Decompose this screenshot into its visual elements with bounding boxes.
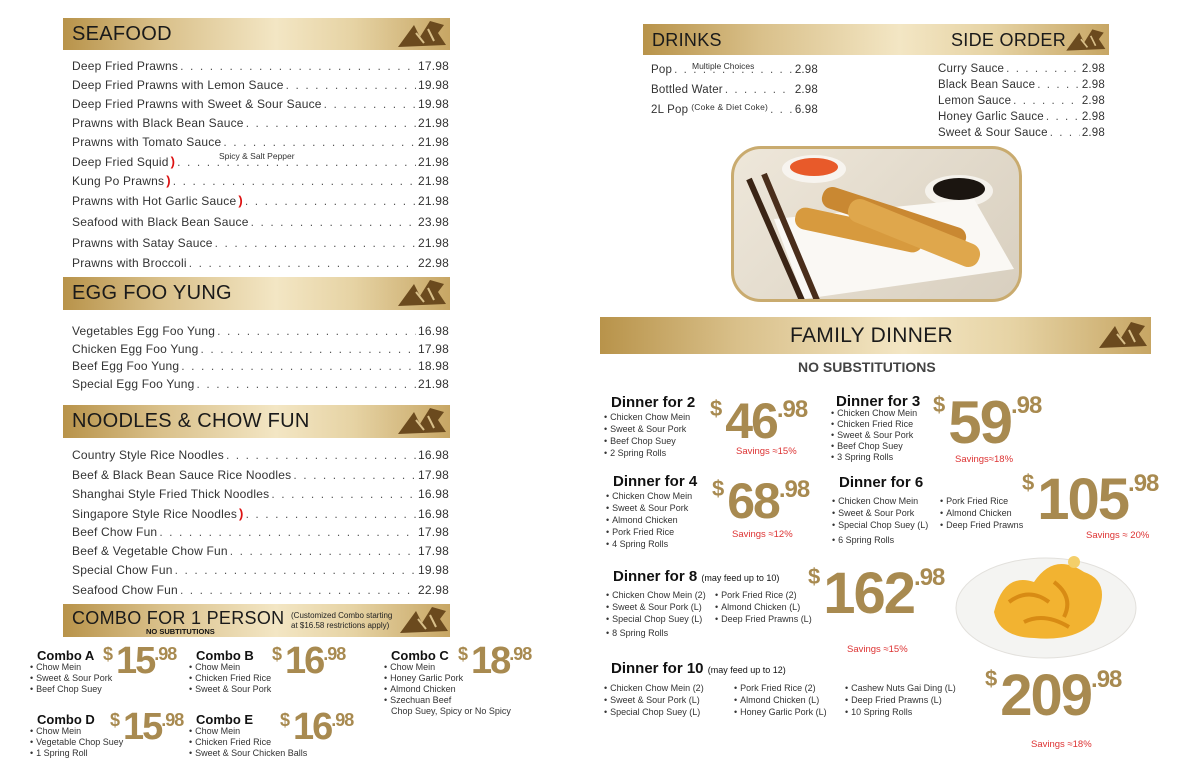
- savings-label: Savings ≈ 20%: [1086, 530, 1150, 541]
- combo-name: Combo D: [37, 712, 95, 727]
- item-price: 16.98: [417, 507, 449, 521]
- list-item: • Sweet & Sour Pork: [604, 423, 690, 435]
- dinner-items-col1: [832, 495, 928, 546]
- item-price: 2.98: [1081, 79, 1105, 91]
- list-item: • Special Chop Suey (L): [832, 519, 928, 531]
- list-item: • Chicken Chow Mein (2): [604, 682, 704, 694]
- item-name: Curry Sauce: [938, 63, 1005, 75]
- item-name: Prawns with Black Bean Sauce: [72, 116, 244, 130]
- dinner-price: [933, 388, 1041, 457]
- combo-note-1: (Customized Combo starting: [291, 611, 393, 620]
- dinner-title-note: (may feed up to 10): [701, 573, 780, 583]
- combo-extra: Chop Suey, Spicy or No Spicy: [391, 706, 511, 716]
- dinner-items-col3: [845, 682, 956, 718]
- item-price: 16.98: [417, 487, 449, 501]
- menu-item: [72, 59, 449, 73]
- price-cents: .98: [509, 644, 532, 664]
- menu-item: [938, 95, 1105, 107]
- menu-item: [72, 468, 449, 482]
- combo-items: [30, 662, 112, 695]
- menu-item: [72, 116, 449, 130]
- item-name: Prawns with Satay Sauce: [72, 236, 213, 250]
- menu-item: [651, 84, 818, 96]
- price-dollars: 46: [725, 393, 777, 449]
- item-name: Deep Fried Prawns with Lemon Sauce: [72, 78, 284, 92]
- dinner-price: [712, 472, 809, 530]
- list-item: • Chicken Fried Rice: [189, 673, 271, 684]
- item-name: Black Bean Sauce: [938, 79, 1036, 91]
- pinwheel-logo-icon: [1095, 318, 1149, 352]
- item-note: (Coke & Diet Coke): [691, 102, 769, 112]
- list-item: • Beef Chop Suey: [30, 684, 112, 695]
- item-price: 2.98: [1081, 63, 1105, 75]
- menu-item: [72, 563, 449, 577]
- dollar-sign: $: [458, 644, 469, 664]
- noodles-header: [63, 405, 450, 438]
- price-cents: .98: [914, 564, 945, 591]
- list-item: • Cashew Nuts Gai Ding (L): [845, 682, 956, 694]
- seafood-header: [63, 18, 450, 50]
- list-item: • Sweet & Sour Pork: [606, 502, 692, 514]
- list-item: • Beef Chop Suey: [831, 441, 917, 452]
- item-price: 22.98: [417, 583, 449, 597]
- list-item: • Almond Chicken: [384, 684, 463, 695]
- spring-rolls-photo: [731, 146, 1022, 302]
- combo-items: [189, 662, 271, 695]
- dinner-items-col2: [715, 589, 812, 625]
- savings-label: Savings ≈15%: [736, 446, 797, 457]
- menu-item: [72, 97, 449, 111]
- dinner-title: Dinner for 3: [836, 393, 921, 410]
- list-item: • Almond Chicken (L): [734, 694, 827, 706]
- item-name: Bottled Water: [651, 84, 723, 96]
- dinner-items: [831, 408, 917, 463]
- list-item: • Chicken Chow Mein: [606, 490, 692, 502]
- spring-rolls-illustration: [734, 149, 1022, 302]
- drinks-title: DRINKS: [652, 30, 722, 50]
- dollar-sign: $: [1022, 470, 1035, 495]
- pinwheel-logo-icon: [394, 19, 448, 49]
- price-dollars: 162: [823, 561, 915, 626]
- combo-header: [63, 604, 450, 637]
- chili-pepper-icon: ): [239, 506, 244, 521]
- item-name: Special Chow Fun: [72, 563, 173, 577]
- list-item: • 10 Spring Rolls: [845, 706, 956, 718]
- item-price: 21.98: [417, 377, 449, 391]
- list-item: • 4 Spring Rolls: [606, 538, 692, 550]
- list-item: • Special Chop Suey (L): [606, 613, 706, 625]
- list-item: • Sweet & Sour Pork: [30, 673, 112, 684]
- combo-price: [458, 640, 531, 683]
- dinner-title: Dinner for 2: [611, 394, 696, 411]
- dinner-price: [985, 662, 1121, 729]
- pinwheel-logo-icon: [394, 278, 448, 308]
- item-name: Prawns with Hot Garlic Sauce: [72, 194, 237, 208]
- dinner-price: [1022, 466, 1158, 533]
- item-price: 17.98: [417, 59, 449, 73]
- dollar-sign: $: [280, 710, 291, 730]
- dinner-items-col1: [604, 682, 704, 718]
- price-dollars: 105: [1037, 467, 1129, 532]
- price-cents: .98: [154, 644, 177, 664]
- price-cents: .98: [1128, 470, 1159, 497]
- dollar-sign: $: [272, 644, 283, 664]
- combo-note-2: at $16.58 restrictions apply): [291, 621, 390, 630]
- noodles-title: NOODLES & CHOW FUN: [72, 410, 310, 432]
- list-item: • Chicken Chow Mein: [832, 495, 928, 507]
- item-price: 2.98: [794, 84, 818, 96]
- combo-name: Combo C: [391, 648, 449, 663]
- menu-item: [72, 506, 449, 521]
- item-name: Deep Fried Prawns: [72, 59, 179, 73]
- list-item: • Sweet & Sour Pork: [831, 430, 917, 441]
- menu-item: [72, 78, 449, 92]
- item-name: Beef & Vegetable Chow Fun: [72, 544, 228, 558]
- list-item: • Sweet & Sour Chicken Balls: [189, 748, 307, 759]
- item-name: Prawns with Broccoli: [72, 256, 187, 270]
- list-item: • Almond Chicken: [606, 514, 692, 526]
- item-name: Beef Egg Foo Yung: [72, 359, 180, 373]
- list-item: • Chow Mein: [30, 726, 123, 737]
- list-item: • Chow Mein: [189, 726, 307, 737]
- item-price: 17.98: [417, 468, 449, 482]
- list-item: • Pork Fried Rice: [940, 495, 1023, 507]
- price-cents: .98: [331, 710, 354, 730]
- list-item: • Chicken Chow Mein: [831, 408, 917, 419]
- menu-item: [938, 79, 1105, 91]
- savings-label: Savings≈18%: [955, 454, 1014, 465]
- combo-name: Combo B: [196, 648, 254, 663]
- savings-label: Savings ≈15%: [847, 644, 908, 655]
- item-name: Beef & Black Bean Sauce Rice Noodles: [72, 468, 292, 482]
- list-item: • Sweet & Sour Pork: [832, 507, 928, 519]
- list-item: • Pork Fried Rice (2): [715, 589, 812, 601]
- dinner-title: Dinner for 6: [839, 474, 924, 491]
- dinner-items: [604, 411, 690, 459]
- menu-item: [72, 173, 449, 188]
- price-cents: .98: [776, 396, 808, 423]
- price-dollars: 18: [471, 640, 510, 682]
- dinner-items-col2: [940, 495, 1023, 531]
- list-item: • 2 Spring Rolls: [604, 447, 690, 459]
- list-item: • Pork Fried Rice (2): [734, 682, 827, 694]
- dollar-sign: $: [712, 476, 725, 501]
- price-dollars: 15: [116, 640, 155, 682]
- chili-pepper-icon: ): [238, 193, 243, 208]
- list-item: • Honey Garlic Pork: [384, 673, 463, 684]
- item-note: Spicy & Salt Pepper: [219, 151, 295, 161]
- price-cents: .98: [161, 710, 184, 730]
- price-dollars: 209: [1000, 663, 1092, 728]
- egg-foo-yung-title: EGG FOO YUNG: [72, 282, 232, 304]
- chili-pepper-icon: ): [166, 173, 171, 188]
- item-price: 23.98: [417, 215, 449, 229]
- item-name: 2L Pop: [651, 104, 689, 116]
- item-price: 16.98: [417, 324, 449, 338]
- menu-item: [72, 342, 449, 356]
- savings-label: Savings ≈18%: [1031, 739, 1092, 750]
- menu-item: [72, 324, 449, 338]
- menu-item: [72, 583, 449, 597]
- seafood-title: SEAFOOD: [72, 23, 172, 45]
- list-item: • Sweet & Sour Pork: [189, 684, 271, 695]
- combo-title: COMBO FOR 1 PERSON: [72, 608, 285, 628]
- list-item: • 3 Spring Rolls: [831, 452, 917, 463]
- item-price: 18.98: [417, 359, 449, 373]
- list-item: • Almond Chicken (L): [715, 601, 812, 613]
- lemon-chicken-photo: [954, 542, 1138, 660]
- menu-item: [72, 256, 449, 270]
- item-name: Kung Po Prawns: [72, 174, 165, 188]
- menu-item: [72, 377, 449, 391]
- item-name: Singapore Style Rice Noodles: [72, 507, 238, 521]
- menu-item: [938, 127, 1105, 139]
- dollar-sign: $: [933, 392, 946, 417]
- item-price: 17.98: [417, 342, 449, 356]
- list-item: • 1 Spring Roll: [30, 748, 123, 759]
- price-dollars: 68: [727, 473, 779, 529]
- list-item: • Szechuan Beef: [384, 695, 463, 706]
- dollar-sign: $: [985, 666, 998, 691]
- family-dinner-title: FAMILY DINNER: [790, 324, 953, 347]
- family-dinner-header: [600, 317, 1151, 354]
- combo-price: [103, 640, 176, 683]
- list-item: • 8 Spring Rolls: [606, 627, 706, 639]
- dollar-sign: $: [710, 396, 723, 421]
- family-dinner-subtitle: NO SUBSTITUTIONS: [798, 359, 936, 375]
- dinner-price: [808, 560, 944, 627]
- list-item: • Deep Fried Prawns: [940, 519, 1023, 531]
- list-item: • Special Chop Suey (L): [604, 706, 704, 718]
- side-order-title: SIDE ORDER: [951, 30, 1067, 50]
- list-item: • Sweet & Sour Pork (L): [604, 694, 704, 706]
- item-name: Country Style Rice Noodles: [72, 448, 224, 462]
- item-name: Sweet & Sour Sauce: [938, 127, 1048, 139]
- combo-price: [110, 706, 183, 749]
- item-price: 21.98: [417, 135, 449, 149]
- item-name: Shanghai Style Fried Thick Noodles: [72, 487, 270, 501]
- dinner-title-note: (may feed up to 12): [707, 665, 786, 675]
- list-item: • 6 Spring Rolls: [832, 534, 928, 546]
- price-cents: .98: [1091, 666, 1122, 693]
- item-price: 2.98: [1081, 127, 1105, 139]
- dinner-title-text: Dinner for 8: [613, 568, 698, 585]
- combo-name: Combo A: [37, 648, 95, 663]
- menu-item: [72, 525, 449, 539]
- menu-item: [72, 236, 449, 250]
- dinner-price: [710, 392, 807, 450]
- dollar-sign: $: [808, 564, 821, 589]
- chili-pepper-icon: ): [170, 154, 176, 169]
- item-name: Pop: [651, 64, 673, 76]
- item-name: Seafood Chow Fun: [72, 583, 178, 597]
- list-item: • Chicken Fried Rice: [831, 419, 917, 430]
- combo-items: [384, 662, 463, 706]
- dollar-sign: $: [103, 644, 114, 664]
- savings-label: Savings ≈12%: [732, 529, 793, 540]
- item-name: Special Egg Foo Yung: [72, 377, 195, 391]
- item-price: 2.98: [1081, 95, 1105, 107]
- dinner-items: [606, 490, 692, 550]
- menu-item: [72, 544, 449, 558]
- list-item: • Pork Fried Rice: [606, 526, 692, 538]
- list-item: • Chow Mein: [30, 662, 112, 673]
- list-item: • Honey Garlic Pork (L): [734, 706, 827, 718]
- menu-item: [72, 359, 449, 373]
- item-price: 19.98: [417, 97, 449, 111]
- item-name: Lemon Sauce: [938, 95, 1012, 107]
- item-price: 2.98: [794, 64, 818, 76]
- item-name: Honey Garlic Sauce: [938, 111, 1044, 123]
- pinwheel-logo-icon: [1063, 25, 1107, 55]
- menu-item: [938, 63, 1105, 75]
- item-price: 19.98: [417, 78, 449, 92]
- menu-item: [938, 111, 1105, 123]
- list-item: • Chow Mein: [384, 662, 463, 673]
- item-price: 16.98: [417, 448, 449, 462]
- pinwheel-logo-icon: [396, 605, 450, 635]
- menu-item: [72, 193, 449, 208]
- combo-subtitle: NO SUBTITUTIONS: [146, 627, 215, 636]
- dinner-items-col1: [606, 589, 706, 639]
- menu-item: [72, 135, 449, 149]
- price-dollars: 59: [948, 389, 1011, 456]
- item-price: 19.98: [417, 563, 449, 577]
- dinner-items-col2: [734, 682, 827, 718]
- dinner-title: [611, 660, 786, 677]
- item-name: Beef Chow Fun: [72, 525, 158, 539]
- menu-item: [651, 104, 818, 116]
- item-price: 6.98: [794, 104, 818, 116]
- item-name: Deep Fried Squid: [72, 155, 169, 169]
- menu-item: [72, 448, 449, 462]
- item-note: Multiple Choices: [692, 61, 755, 71]
- price-cents: .98: [323, 644, 346, 664]
- egg-foo-yung-header: [63, 277, 450, 310]
- item-name: Deep Fried Prawns with Sweet & Sour Sauce: [72, 97, 322, 111]
- list-item: • Chicken Chow Mein: [604, 411, 690, 423]
- list-item: • Chow Mein: [189, 662, 271, 673]
- list-item: • Deep Fried Prawns (L): [715, 613, 812, 625]
- combo-price: [272, 640, 345, 683]
- item-price: 21.98: [417, 236, 449, 250]
- price-dollars: 16: [285, 640, 324, 682]
- item-price: 17.98: [417, 525, 449, 539]
- item-price: 22.98: [417, 256, 449, 270]
- item-name: Chicken Egg Foo Yung: [72, 342, 199, 356]
- list-item: • Chicken Chow Mein (2): [606, 589, 706, 601]
- dinner-title-text: Dinner for 10: [611, 660, 704, 677]
- list-item: • Beef Chop Suey: [604, 435, 690, 447]
- combo-price: [280, 706, 353, 749]
- dollar-sign: $: [110, 710, 121, 730]
- list-item: • Sweet & Sour Pork (L): [606, 601, 706, 613]
- item-price: 17.98: [417, 544, 449, 558]
- item-name: Seafood with Black Bean Sauce: [72, 215, 249, 229]
- menu-item: [72, 215, 449, 229]
- price-cents: .98: [778, 476, 810, 503]
- item-price: 2.98: [1081, 111, 1105, 123]
- list-item: • Vegetable Chop Suey: [30, 737, 123, 748]
- item-name: Vegetables Egg Foo Yung: [72, 324, 216, 338]
- dinner-title: [613, 568, 779, 585]
- item-price: 21.98: [417, 116, 449, 130]
- item-price: 21.98: [417, 155, 449, 169]
- drinks-side-header: [643, 24, 1109, 55]
- item-price: 21.98: [417, 174, 449, 188]
- price-dollars: 16: [293, 706, 332, 748]
- list-item: • Chicken Fried Rice: [189, 737, 307, 748]
- dinner-title: Dinner for 4: [613, 473, 698, 490]
- price-cents: .98: [1011, 392, 1042, 419]
- item-name: Prawns with Tomato Sauce: [72, 135, 222, 149]
- list-item: • Almond Chicken: [940, 507, 1023, 519]
- menu-item: [72, 487, 449, 501]
- price-dollars: 15: [123, 706, 162, 748]
- item-price: 21.98: [417, 194, 449, 208]
- pinwheel-logo-icon: [394, 406, 448, 436]
- lemon-chicken-illustration: [954, 542, 1138, 660]
- combo-name: Combo E: [196, 712, 254, 727]
- list-item: • Deep Fried Prawns (L): [845, 694, 956, 706]
